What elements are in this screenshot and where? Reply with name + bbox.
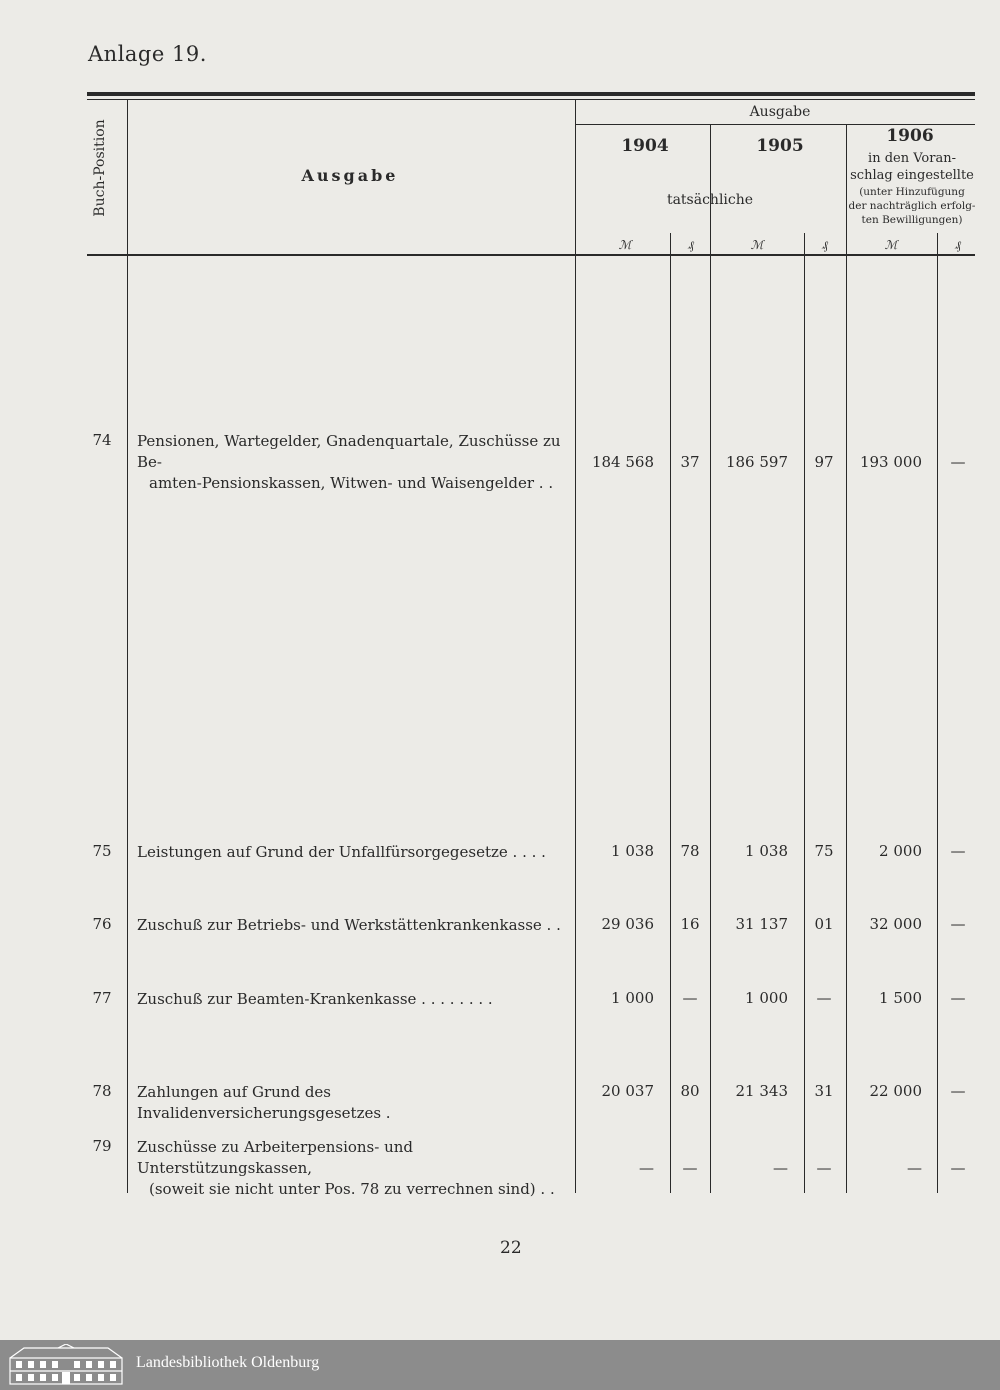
amount-1905: 1 000 (745, 989, 788, 1007)
unit-mark-1906: ℳ (884, 238, 898, 252)
amount-1904: — (639, 1159, 654, 1177)
pf-1906: — (950, 842, 966, 860)
row-text: Zuschüsse zu Arbeiterpensions- und Unterstützungskassen, (soweit sie nicht unter Pos. 78 zu verrechnen sind) . . (137, 1138, 555, 1198)
year-1906: 1906 (886, 126, 934, 146)
unit-pf-1904: ₰ (688, 238, 694, 252)
year-1905: 1905 (756, 136, 804, 156)
col-line-1906 (846, 125, 847, 1193)
pf-1905: 31 (814, 1082, 834, 1100)
library-footer (0, 1340, 1000, 1390)
pf-1904: — (682, 1159, 698, 1177)
ausgabe-column-header: Ausgabe (301, 166, 399, 185)
row-text: Zuschuß zur Beamten-Krankenkasse . . . . . . . . (137, 990, 493, 1008)
row-position: 78 (92, 1082, 112, 1100)
pf-1904: 80 (680, 1082, 700, 1100)
row-text: Zahlungen auf Grund des Invalidenversicherungsgesetzes . (137, 1083, 391, 1122)
row-position: 77 (92, 989, 112, 1007)
pf-1904: 78 (680, 842, 700, 860)
unit-mark-1905: ℳ (750, 238, 764, 252)
col-line-1905 (710, 125, 711, 1193)
row-text: Zuschuß zur Betriebs- und Werkstättenkrankenkasse . . (137, 916, 561, 934)
amount-1906: 1 500 (879, 989, 922, 1007)
tatsaechliche-label: tatsächliche (666, 192, 754, 208)
amount-1905: 186 597 (725, 453, 788, 471)
unit-pf-1905: ₰ (822, 238, 828, 252)
unit-pf-1906: ₰ (955, 238, 961, 252)
voranschlag-line-1: in den Voran- (868, 151, 956, 166)
pf-1906: — (950, 453, 966, 471)
amount-1904: 184 568 (591, 453, 654, 471)
top-rule-thin (87, 99, 975, 100)
amount-1905: 31 137 (735, 915, 788, 933)
pf-1904: 37 (680, 453, 700, 471)
top-rule (87, 92, 975, 96)
amount-1904: 1 038 (611, 842, 654, 860)
amount-1906: 22 000 (869, 1082, 922, 1100)
amount-1905: 21 343 (735, 1082, 788, 1100)
header-bottom-rule (87, 254, 975, 256)
pf-1905: 75 (814, 842, 834, 860)
pf-1905: 97 (814, 453, 834, 471)
amount-1904: 29 036 (601, 915, 654, 933)
header-group-rule (576, 124, 975, 125)
annex-label: Anlage 19. (88, 42, 207, 66)
pf-1906: — (950, 915, 966, 933)
pf-1906: — (950, 989, 966, 1007)
pf-1905: 01 (814, 915, 834, 933)
col-line-1904-pf (670, 233, 671, 1193)
row-position: 76 (92, 915, 112, 933)
ausgabe-group-header: Ausgabe (749, 104, 811, 120)
row-text: Leistungen auf Grund der Unfallfürsorgegesetze . . . . (137, 843, 546, 861)
amount-1905: — (773, 1159, 788, 1177)
col-line-1905-pf (804, 233, 805, 1193)
col-line-pos (127, 100, 128, 1193)
amount-1904: 20 037 (601, 1082, 654, 1100)
pf-1906: — (950, 1082, 966, 1100)
pos-column-header: Buch-Position (92, 119, 108, 217)
pf-1906: — (950, 1159, 966, 1177)
library-building-icon (4, 1344, 128, 1386)
amount-1906: 193 000 (859, 453, 922, 471)
unit-mark-1904: ℳ (618, 238, 632, 252)
pf-1904: — (682, 989, 698, 1007)
voranschlag-line-2: schlag eingestellte (850, 168, 974, 183)
pf-1905: — (816, 989, 832, 1007)
col-line-1906-pf (937, 233, 938, 1193)
pf-1904: 16 (680, 915, 700, 933)
amount-1906: — (907, 1159, 922, 1177)
library-name: Landesbibliothek Oldenburg (136, 1354, 320, 1371)
voranschlag-line-5: ten Bewilligungen) (861, 214, 963, 226)
row-position: 79 (92, 1137, 112, 1155)
col-line-text (575, 100, 576, 1193)
voranschlag-line-4: der nachträglich erfolg- (848, 200, 976, 212)
amount-1905: 1 038 (745, 842, 788, 860)
amount-1906: 2 000 (879, 842, 922, 860)
row-text: Pensionen, Wartegelder, Gnadenquartale, Zuschüsse zu Be- amten-Pensionskassen, Witwen- und Waisengelder . . (137, 432, 561, 492)
amount-1906: 32 000 (869, 915, 922, 933)
row-position: 74 (92, 431, 112, 449)
page-number: 22 (500, 1238, 522, 1258)
voranschlag-line-3: (unter Hinzufügung (859, 186, 965, 198)
amount-1904: 1 000 (611, 989, 654, 1007)
pf-1905: — (816, 1159, 832, 1177)
row-position: 75 (92, 842, 112, 860)
year-1904: 1904 (621, 136, 669, 156)
